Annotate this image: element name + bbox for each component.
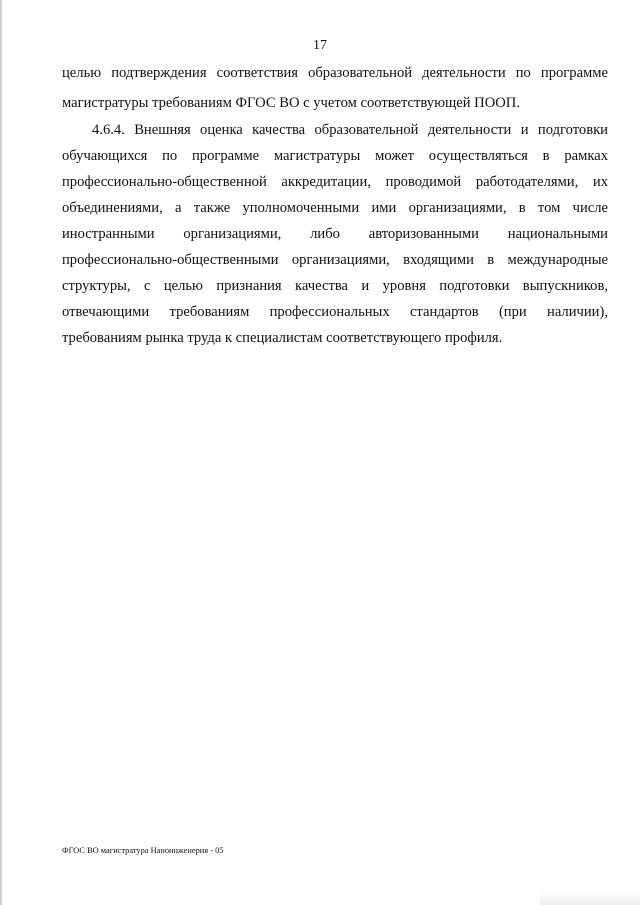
paragraph-start-line: 4.6.4. Внешняя оценка качества образовательной деятельности и подготовки — [92, 122, 608, 138]
text-line-1: целью подтверждения соответствия образовательной деятельности по программе — [62, 65, 608, 81]
footer-text: ФГОС ВО магистратура Наноинженерия - 05 — [62, 846, 224, 855]
text-line-9: структуры, с целью признания качества и уровня подготовки выпускников, — [62, 278, 608, 294]
text-line-7: иностранными организациями, либо авторизованными национальными — [62, 226, 608, 242]
scan-edge-shadow — [0, 0, 3, 905]
text-line-8: профессионально-общественными организациями, входящими в международные — [62, 252, 608, 268]
text-line-4: обучающихся по программе магистратуры может осуществляться в рамках — [62, 148, 608, 164]
page-number: 17 — [313, 38, 327, 53]
text-line-10: отвечающими требованиям профессиональных стандартов (при наличии), — [62, 304, 608, 320]
text-line-6: объединениями, а также уполномоченными ими организациями, в том числе — [62, 200, 608, 216]
scan-corner-shadow — [540, 890, 640, 905]
text-line-2: магистратуры требованиям ФГОС ВО с учетом соответствующей ПООП. — [62, 95, 520, 111]
text-line-5: профессионально-общественной аккредитации, проводимой работодателями, их — [62, 174, 608, 190]
text-line-11: требованиям рынка труда к специалистам соответствующего профиля. — [62, 330, 503, 346]
